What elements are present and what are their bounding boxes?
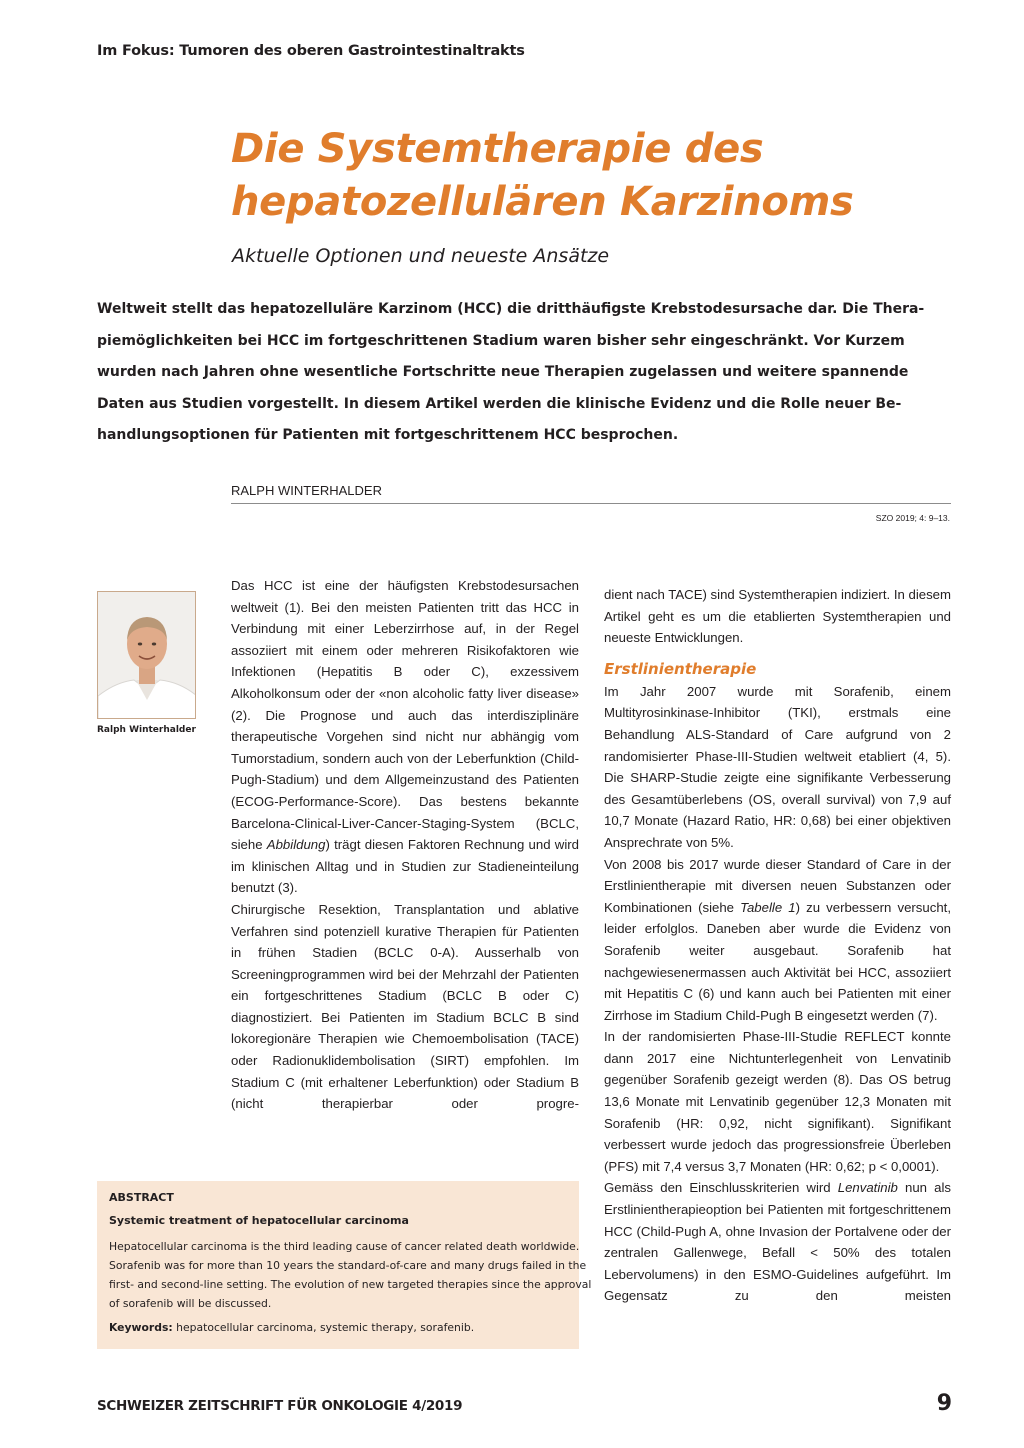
author-name: RALPH WINTERHALDER xyxy=(231,483,382,498)
footer-journal-name: SCHWEIZER ZEITSCHRIFT FÜR ONKOLOGIE 4/2019 xyxy=(97,1398,463,1414)
body-paragraph: Gemäss den Einschlusskriterien wird Lenvatinib nun als Erstlinientherapieoption bei Patienten mit fortgeschrittenem HCC (Child-Pugh A, ohne Invasion der Portalvene oder der zentralen Gallenwege, Befall < 50% des totalen Lebervolumens) in den ESMO-Guidelines aufgeführt. Im Gegensatz zu den meisten xyxy=(604,1180,951,1304)
article-title-line-2: hepatozellulären Karzinoms xyxy=(231,179,854,225)
body-paragraph: Das HCC ist eine der häufigsten Krebstodesursachen weltweit (1). Bei den meisten Patienten tritt das HCC in Verbindung mit einer Leberzirrhose auf, in der Regel assoziiert mit einem oder mehreren Risikofaktoren wie Infektionen (Hepatitis B oder C), exzessivem Alkoholkonsum oder der «non alcoholic fatty liver disease» (2). Die Prognose und auch das interdisziplinäre therapeutische Vorgehen sind nicht nur abhängig vom Tumorstadium, sondern auch von der Leberfunktion (Child-Pugh-Stadium) und dem Allgemeinzustand des Patienten (ECOG-Performance-Score). Das bestens bekannte Barcelona-Clinical-Liver-Cancer-Staging-System (BCLC, siehe Abbildung) trägt diesen Faktoren Rechnung und wird im klinischen Alltag und in Studien zur Stadieneinteilung benutzt (3). xyxy=(231,578,579,896)
table-reference: Tabelle 1 xyxy=(740,899,796,915)
abstract-line: Sorafenib was for more than 10 years the standard-of-care and many drugs failed in the xyxy=(109,1259,587,1272)
body-paragraph: Von 2008 bis 2017 wurde dieser Standard of Care in der Erstlinientherapie mit diversen neuen Substanzen oder Kombinationen (siehe Tabelle 1) zu verbessern versucht, leider erfolglos. Daneben aber wurde die Evidenz von Sorafenib weiter ausgebaut. Sorafenib hat nachgewiesenermassen auch Aktivität bei HCC, assoziiert mit Hepatitis C (6) und kann auch bei Patienten mit einer Zirrhose im Stadium Child-Pugh B eingesetzt werden (7). xyxy=(604,856,951,1023)
abstract-box xyxy=(97,1181,592,1349)
body-paragraph: dient nach TACE) sind Systemtherapien indiziert. In diesem Artikel geht es um die etablierten Systemtherapien und neueste Entwicklungen. xyxy=(604,587,951,646)
lead-paragraph xyxy=(97,294,957,452)
citation: SZO 2019; 4: 9–13. xyxy=(875,513,950,523)
lead-line: piemöglichkeiten bei HCC im fortgeschrittenen Stadium waren bisher sehr eingeschränkt. Vor Kurzem xyxy=(97,332,905,349)
abstract-line: of sorafenib will be discussed. xyxy=(109,1297,272,1310)
abstract-title: Systemic treatment of hepatocellular carcinoma xyxy=(109,1214,409,1227)
body-column-1 xyxy=(231,575,579,1115)
section-heading: Erstlinientherapie xyxy=(604,659,757,678)
body-paragraph: In der randomisierten Phase-III-Studie REFLECT konnte dann 2017 eine Nichtunterlegenheit von Lenvatinib gegenüber Sorafenib gezeigt werden (8). Das OS betrug 13,6 Monate mit Lenvatinib gegenüber 12,3 Monaten mit Sorafenib (HR: 0,92, nicht signifikant). Signifikant verbessert wurde jedoch das progressionsfreie Überleben (PFS) mit 7,4 versus 3,7 Monaten (HR: 0,62; p < 0,0001). xyxy=(604,1029,951,1174)
abstract-line: Hepatocellular carcinoma is the third leading cause of cancer related death worldwide. xyxy=(109,1240,580,1253)
page-number: 9 xyxy=(936,1391,952,1416)
body-paragraph: Chirurgische Resektion, Transplantation und ablative Verfahren sind potenziell kurative Therapien für Patienten in frühen Stadien (BCLC 0-A). Ausserhalb von Screeningprogrammen wird bei der Mehrzahl der Patienten ein fortgeschrittenes Stadium (BCLC B oder C) diagnostiziert. Bei Patienten im Stadium BCLC B sind lokoregionäre Therapien wie Chemoembolisation (TACE) oder Radionuklidembolisation (SIRT) empfohlen. Im Stadium C (mit erhaltener Leberfunktion) oder Stadium B (nicht therapierbar oder progre- xyxy=(231,901,579,1112)
keywords-label: Keywords: xyxy=(109,1321,173,1334)
body-column-2 xyxy=(604,584,951,1307)
lead-line: Daten aus Studien vorgestellt. In diesem Artikel werden die klinische Evidenz und die Rolle neuer Be- xyxy=(97,395,902,412)
body-paragraph: Im Jahr 2007 wurde mit Sorafenib, einem Multityrosinkinase-Inhibitor (TKI), erstmals eine Behandlung ALS-Standard of Care aufgrund von 2 randomisierter Phase-III-Studien weltweit etabliert (4, 5). Die SHARP-Studie zeigte eine signifikante Verbesserung des Gesamtüberlebens (OS, overall survival) von 7,9 auf 10,7 Monate (Hazard Ratio, HR: 0,68) bei einer objektiven Ansprechrate von 5%. xyxy=(604,683,951,850)
article-title-line-1: Die Systemtherapie des xyxy=(231,126,764,172)
section-header: Im Fokus: Tumoren des oberen Gastrointestinaltrakts xyxy=(97,43,525,59)
article-subtitle: Aktuelle Optionen und neueste Ansätze xyxy=(232,245,610,267)
abstract-label: ABSTRACT xyxy=(109,1191,174,1204)
author-photo xyxy=(97,591,196,719)
lead-line: wurden nach Jahren ohne wesentliche Fortschritte neue Therapien zugelassen und weitere spannende xyxy=(97,364,909,380)
author-divider xyxy=(231,503,951,504)
lead-line: handlungsoptionen für Patienten mit fortgeschrittenem HCC besprochen. xyxy=(97,427,679,443)
drug-name: Lenvatinib xyxy=(837,1180,898,1196)
figure-reference: Abbildung xyxy=(266,837,326,853)
author-portrait-icon xyxy=(98,592,196,719)
article-title xyxy=(231,123,971,229)
photo-caption: Ralph Winterhalder xyxy=(97,725,196,735)
abstract-keywords xyxy=(109,1321,567,1334)
abstract-text xyxy=(109,1237,592,1313)
keywords-list: hepatocellular carcinoma, systemic therapy, sorafenib. xyxy=(172,1321,475,1334)
lead-line: Weltweit stellt das hepatozelluläre Karzinom (HCC) die dritthäufigste Krebstodesursache dar. Die Thera- xyxy=(97,301,925,317)
abstract-line: first- and second-line setting. The evolution of new targeted therapies since the approval xyxy=(109,1278,592,1291)
